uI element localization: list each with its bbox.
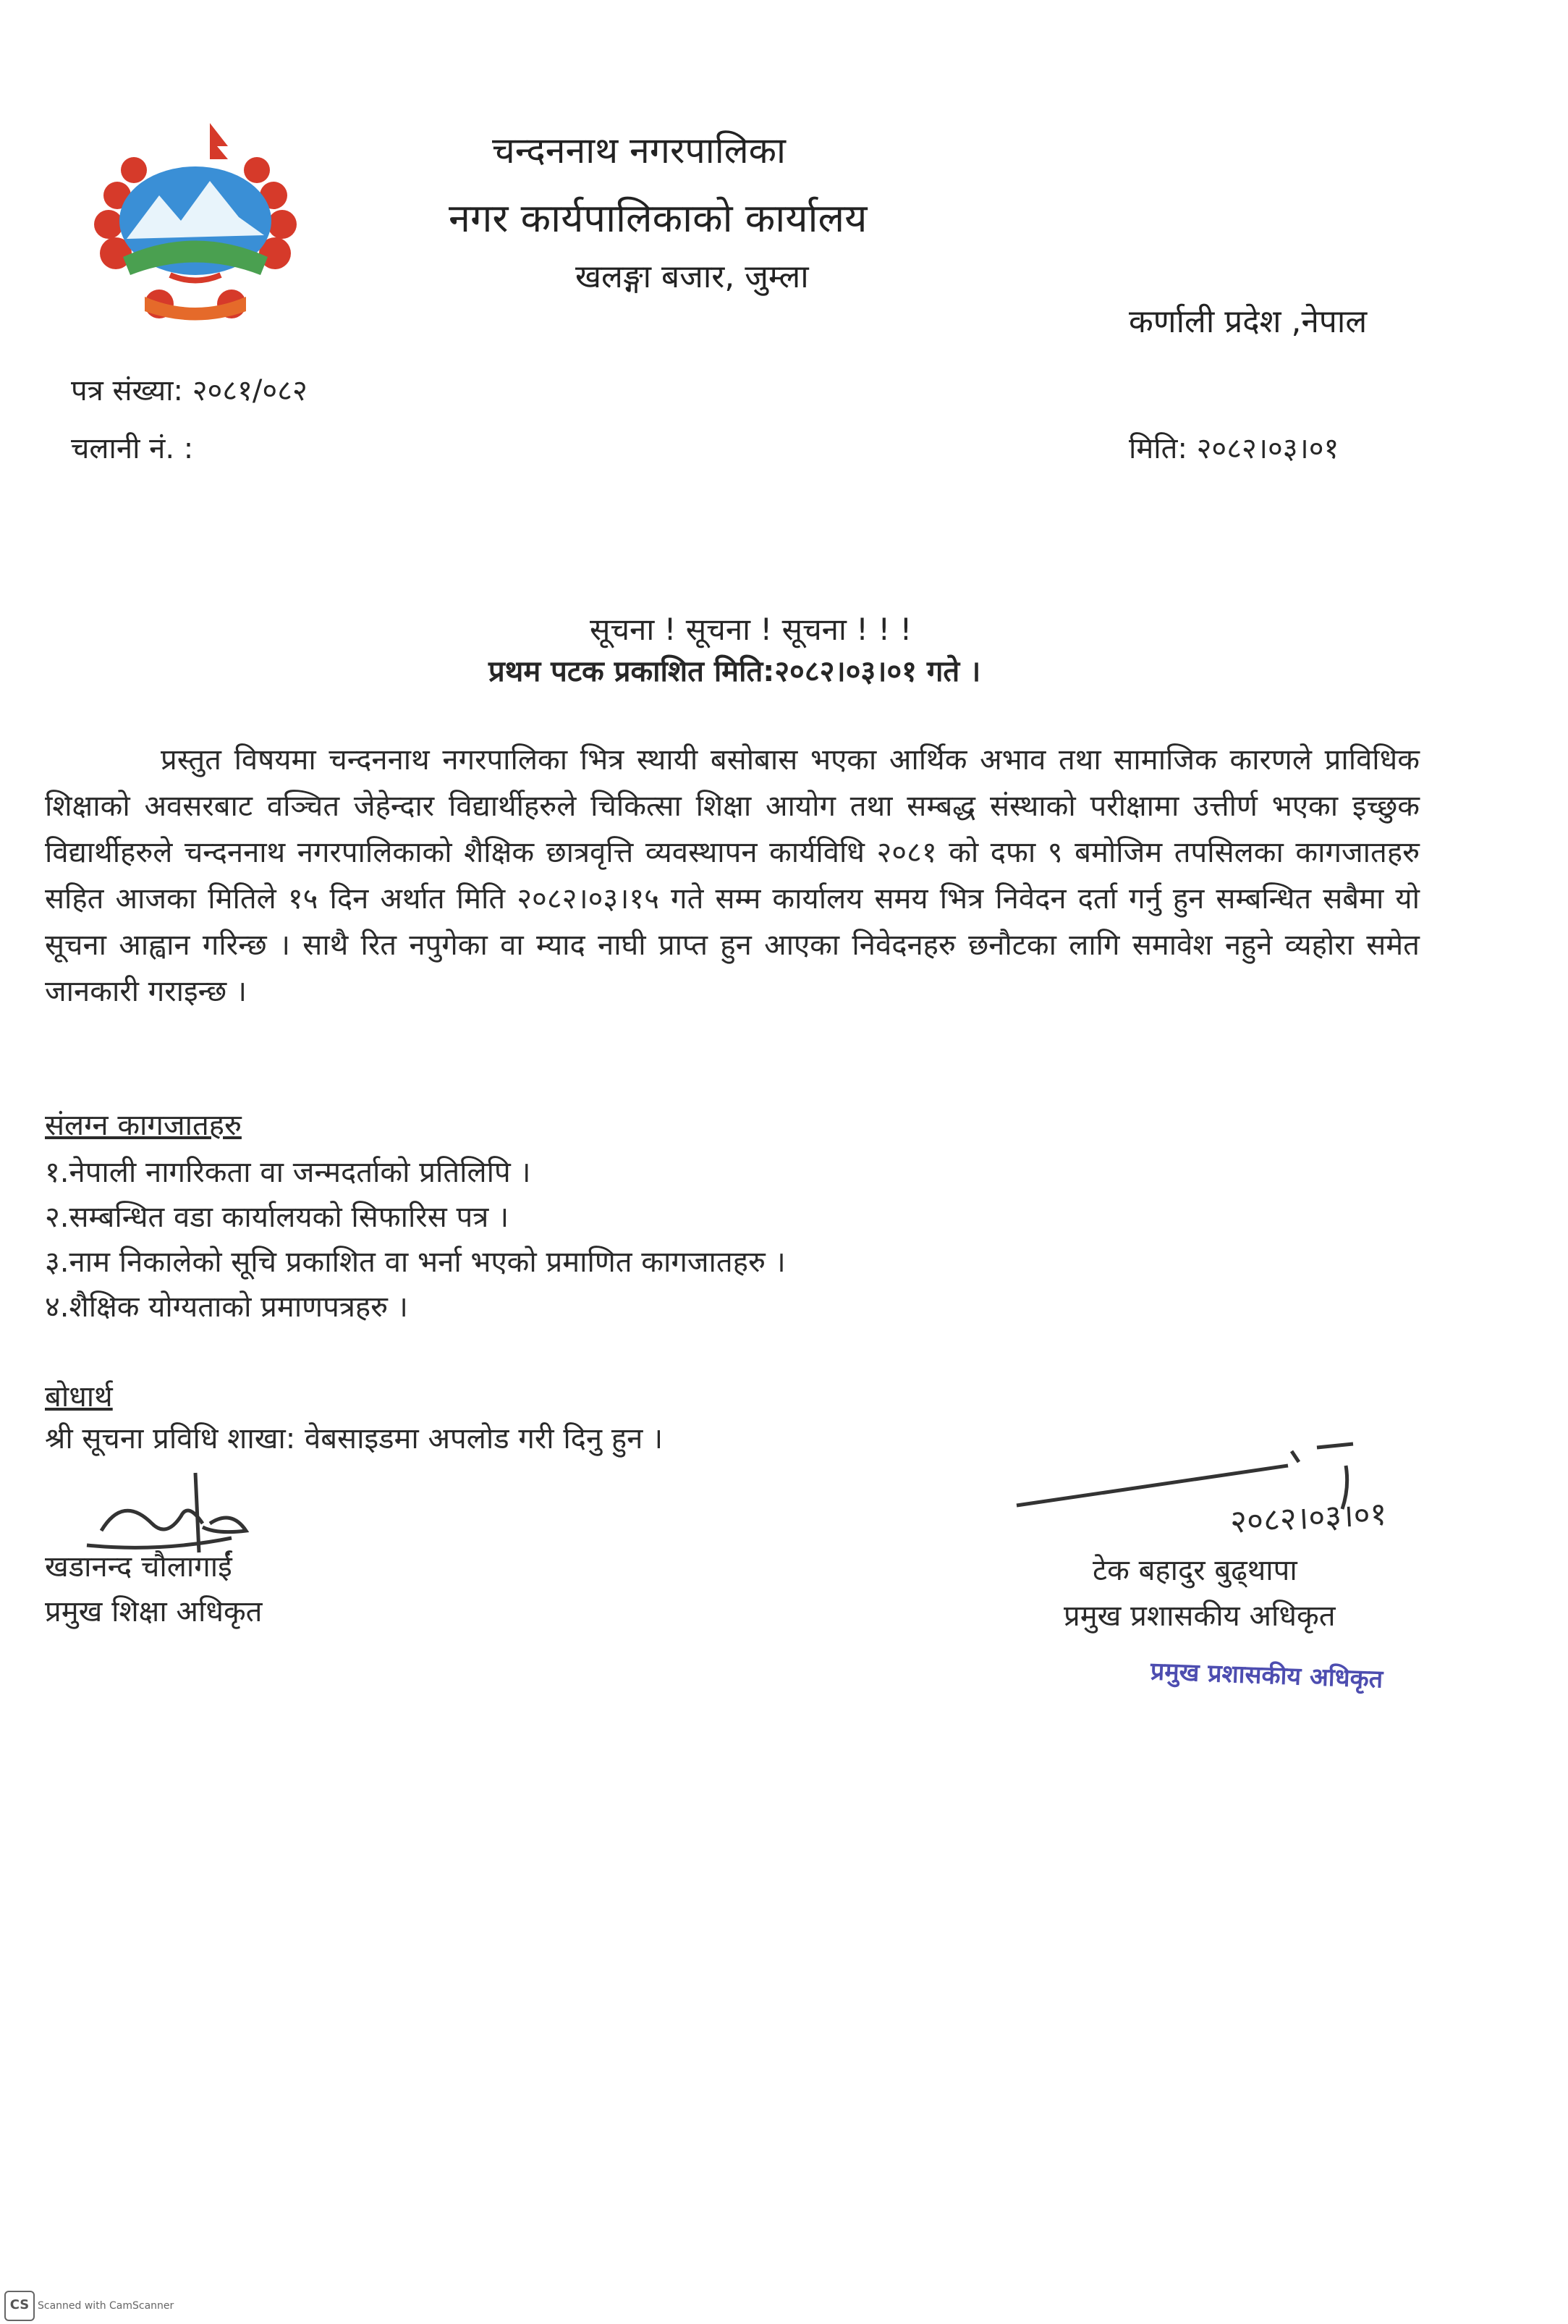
left-signatory-title: प्रमुख शिक्षा अधिकृत	[45, 1595, 263, 1628]
camscanner-icon: CS	[4, 2291, 35, 2321]
emblem-graphic	[72, 101, 318, 333]
right-signatory-name: टेक बहादुर बुढ्थापा	[1093, 1554, 1297, 1587]
office-name: नगर कार्यपालिकाको कार्यालय	[449, 195, 868, 241]
office-address: खलङ्गा बजार, जुम्ला	[575, 258, 809, 295]
letter-date: मिति: २०८२।०३।०१	[1129, 432, 1339, 465]
attachment-item: २.सम्बन्धित वडा कार्यालयको सिफारिस पत्र ।	[45, 1201, 509, 1234]
right-signatory-title: प्रमुख प्रशासकीय अधिकृत	[1064, 1600, 1336, 1633]
notice-subtitle: प्रथम पटक प्रकाशित मिति:२०८२।०३।०१ गते ।	[488, 655, 981, 688]
official-stamp: प्रमुख प्रशासकीय अधिकृत	[1150, 1657, 1383, 1694]
right-signature-date: २०८२।०३।०१	[1229, 1495, 1388, 1541]
attachments-heading: संलग्न कागजातहरु	[45, 1109, 242, 1142]
dispatch-number: चलानी नं. :	[71, 432, 194, 465]
attachment-item: १.नेपाली नागरिकता वा जन्मदर्ताको प्रतिलिपि ।	[45, 1156, 531, 1189]
attachment-item: ३.नाम निकालेको सूचि प्रकाशित वा भर्ना भएको प्रमाणित कागजातहरु ।	[45, 1246, 786, 1279]
municipality-name: चन्दननाथ नगरपालिका	[492, 130, 786, 172]
province-name: कर्णाली प्रदेश ,नेपाल	[1129, 303, 1368, 340]
attachment-item: ४.शैक्षिक योग्यताको प्रमाणपत्रहरु ।	[45, 1290, 408, 1324]
nepal-emblem-logo	[72, 101, 318, 333]
bodharth-line: श्री सूचना प्रविधि शाखा: वेबसाइडमा अपलोड गरी दिनु हुन ।	[45, 1422, 664, 1455]
notice-body: प्रस्तुत विषयमा चन्दननाथ नगरपालिका भित्र स्थायी बसोबास भएका आर्थिक अभाव तथा सामाजिक कारणले प्राविधिक शिक्षाको अवसरबाट वञ्चित जेहेन्दार विद्यार्थीहरुले चिकित्सा शिक्षा आयोग तथा सम्बद्ध संस्थाको परीक्षामा उत्तीर्ण भएका इच्छुक विद्यार्थीहरुले चन्दननाथ नगरपालिकाको शैक्षिक छात्रवृत्ति व्यवस्थापन कार्यविधि २०८१ को दफा ९ बमोजिम तपसिलका कागजातहरु सहित आजका मितिले १५ दिन अर्थात मिति २०८२।०३।१५ गते सम्म कार्यालय समय भित्र निवेदन दर्ता गर्नु हुन सम्बन्धित सबैमा यो सूचना आह्वान गरिन्छ । साथै रित नपुगेका वा म्याद नाघी प्राप्त हुन आएका निवेदनहरु छनौटका लागि समावेश नहुने व्यहोरा समेत जानकारी गराइन्छ ।	[45, 743, 1420, 1008]
notice-title: सूचना ! सूचना ! सूचना ! ! !	[590, 612, 912, 647]
scanner-watermark: Scanned with CamScanner	[38, 2300, 174, 2312]
letter-number: पत्र संख्या: २०८१/०८२	[71, 374, 308, 407]
left-signatory-name: खडानन्द चौलागाईं	[45, 1550, 232, 1584]
bodharth-heading: बोधार्थ	[45, 1380, 113, 1414]
